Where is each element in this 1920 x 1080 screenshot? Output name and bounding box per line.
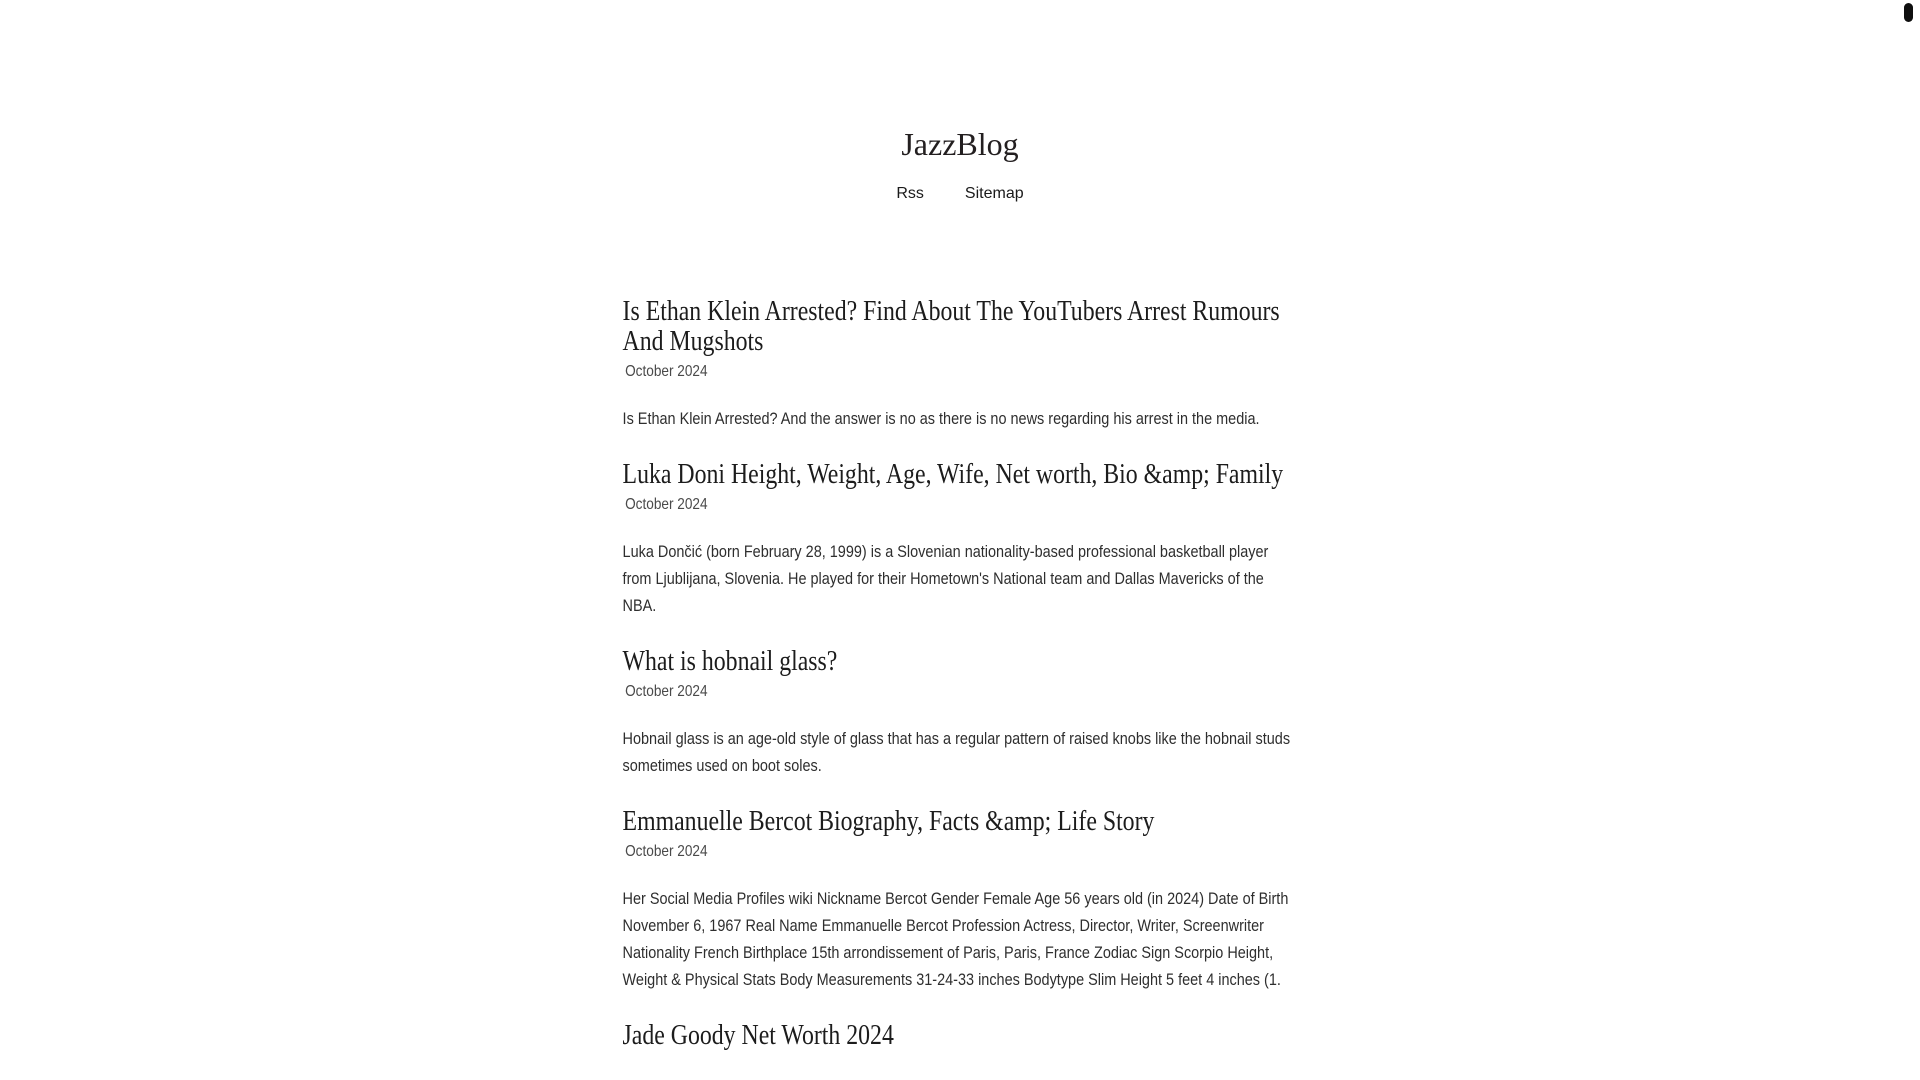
post-excerpt: Is Ethan Klein Arrested? And the answer is no as there is no news regarding his arrest in the media. [622, 409, 1260, 428]
post [623, 647, 1298, 779]
post-title-link[interactable]: Emmanuelle Bercot Biography, Facts &amp; Life Story [622, 806, 1155, 837]
post-title [623, 1021, 1298, 1051]
nav-link-rss[interactable]: Rss [896, 185, 924, 202]
post [623, 807, 1298, 993]
post-date: October 2024 [625, 683, 708, 700]
post-title [623, 647, 1298, 677]
scrollbar-thumb[interactable] [1904, 3, 1913, 22]
post-excerpt: Hobnail glass is an age-old style of glass that has a regular pattern of raised knobs like the hobnail studs sometimes used on boot soles. [622, 729, 1291, 775]
site-nav [0, 184, 1920, 204]
post-title-link[interactable]: Is Ethan Klein Arrested? Find About The YouTubers Arrest Rumours And Mugshots [622, 296, 1280, 357]
post [623, 1021, 1298, 1051]
post-title [623, 297, 1298, 357]
post-date: October 2024 [625, 843, 708, 860]
post [623, 460, 1298, 619]
post-excerpt: Luka Dončić (born February 28, 1999) is a Slovenian nationality-based professional basketball player from Ljublijana, Slovenia. He played for their Hometown's National team and Dallas Mavericks of the NBA. [622, 542, 1269, 615]
post-title [623, 807, 1298, 837]
post-list [623, 297, 1298, 1051]
post [623, 297, 1298, 432]
post-title-link[interactable]: Jade Goody Net Worth 2024 [622, 1020, 894, 1051]
nav-link-sitemap[interactable]: Sitemap [964, 185, 1024, 202]
post-title-link[interactable]: Luka Doni Height, Weight, Age, Wife, Net worth, Bio &amp; Family [622, 459, 1284, 490]
post-excerpt: Her Social Media Profiles wiki Nickname Bercot Gender Female Age 56 years old (in 2024) Date of Birth November 6, 1967 Real Name Emmanuelle Bercot Profession Actress, Director, Writer, Screenwriter Nationality French Birthplace 15th arrondissement of Paris, Paris, France Zodiac Sign Scorpio Height, Weight & Physical Stats Body Measurements 31-24-33 inches Bodytype Slim Height 5 feet 4 inches (1. [622, 889, 1289, 989]
post-date: October 2024 [625, 496, 708, 513]
site-title: JazzBlog [901, 126, 1019, 162]
post-date: October 2024 [625, 363, 708, 380]
post-title-link[interactable]: What is hobnail glass? [622, 646, 838, 677]
site-header [0, 0, 1920, 204]
post-title [623, 460, 1298, 490]
